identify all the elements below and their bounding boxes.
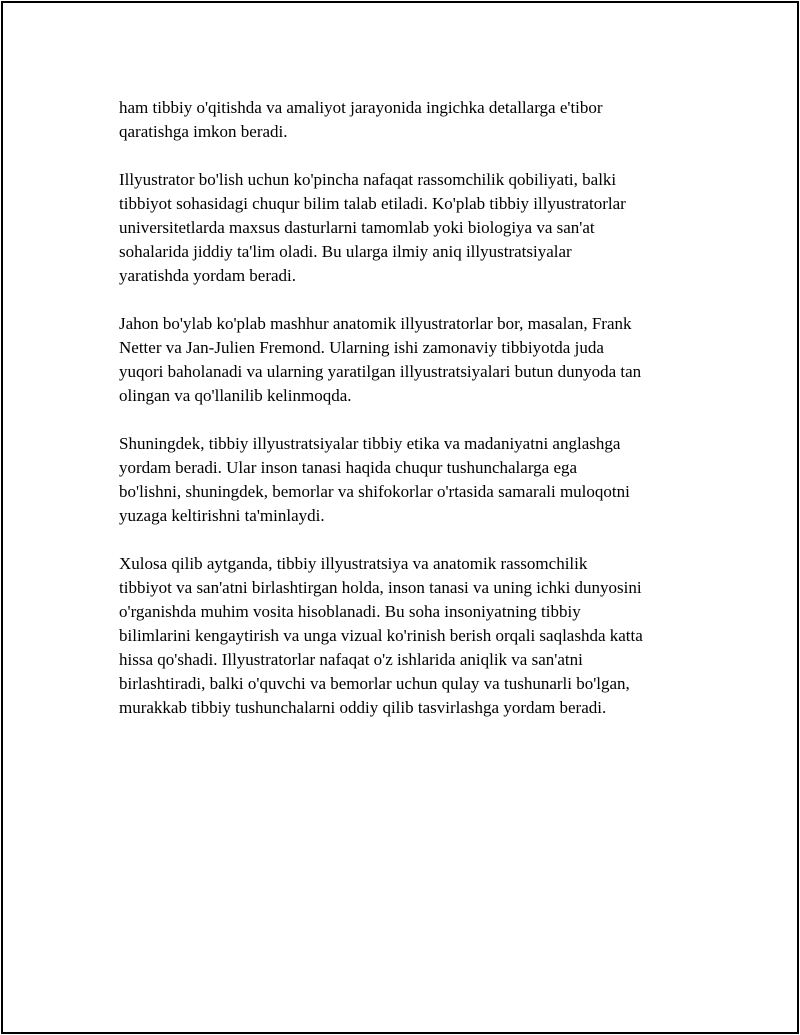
- text-line: Illyustrator bo'lish uchun ko'pincha nafaqat rassomchilik qobiliyati, balki: [119, 170, 617, 189]
- text-line: Xulosa qilib aytganda, tibbiy illyustratsiya va anatomik rassomchilik: [119, 554, 588, 573]
- text-line: yordam beradi. Ular inson tanasi haqida chuqur tushunchalarga ega: [119, 458, 578, 477]
- text-line: universitetlarda maxsus dasturlarni tamomlab yoki biologiya va san'at: [119, 218, 595, 237]
- text-line: yuzaga keltirishni ta'minlaydi.: [119, 506, 325, 525]
- paragraph-3: [119, 312, 709, 408]
- text-line: o'rganishda muhim vosita hisoblanadi. Bu soha insoniyatning tibbiy: [119, 602, 581, 621]
- paragraph-5: [119, 552, 709, 720]
- text-line: qaratishga imkon beradi.: [119, 122, 288, 141]
- paragraph-1: [119, 96, 709, 144]
- text-line: murakkab tibbiy tushunchalarni oddiy qilib tasvirlashga yordam beradi.: [119, 698, 607, 717]
- text-line: Shuningdek, tibbiy illyustratsiyalar tibbiy etika va madaniyatni anglashga: [119, 434, 621, 453]
- text-line: tibbiyot sohasidagi chuqur bilim talab etiladi. Ko'plab tibbiy illyustratorlar: [119, 194, 626, 213]
- text-line: tibbiyot va san'atni birlashtirgan holda, inson tanasi va uning ichki dunyosini: [119, 578, 642, 597]
- document-body: [119, 96, 709, 744]
- text-line: bo'lishni, shuningdek, bemorlar va shifokorlar o'rtasida samarali muloqotni: [119, 482, 630, 501]
- text-line: bilimlarini kengaytirish va unga vizual ko'rinish berish orqali saqlashda katta: [119, 626, 643, 645]
- document-page: [1, 1, 799, 1034]
- paragraph-4: [119, 432, 709, 528]
- text-line: yaratishda yordam beradi.: [119, 266, 297, 285]
- text-line: ham tibbiy o'qitishda va amaliyot jarayonida ingichka detallarga e'tibor: [119, 98, 603, 117]
- paragraph-2: [119, 168, 709, 288]
- text-line: Jahon bo'ylab ko'plab mashhur anatomik illyustratorlar bor, masalan, Frank: [119, 314, 632, 333]
- text-line: hissa qo'shadi. Illyustratorlar nafaqat o'z ishlarida aniqlik va san'atni: [119, 650, 583, 669]
- text-line: birlashtiradi, balki o'quvchi va bemorlar uchun qulay va tushunarli bo'lgan,: [119, 674, 630, 693]
- text-line: sohalarida jiddiy ta'lim oladi. Bu ularga ilmiy aniq illyustratsiyalar: [119, 242, 572, 261]
- text-line: Netter va Jan-Julien Fremond. Ularning ishi zamonaviy tibbiyotda juda: [119, 338, 604, 357]
- text-line: yuqori baholanadi va ularning yaratilgan illyustratsiyalari butun dunyoda tan: [119, 362, 642, 381]
- text-line: olingan va qo'llanilib kelinmoqda.: [119, 386, 352, 405]
